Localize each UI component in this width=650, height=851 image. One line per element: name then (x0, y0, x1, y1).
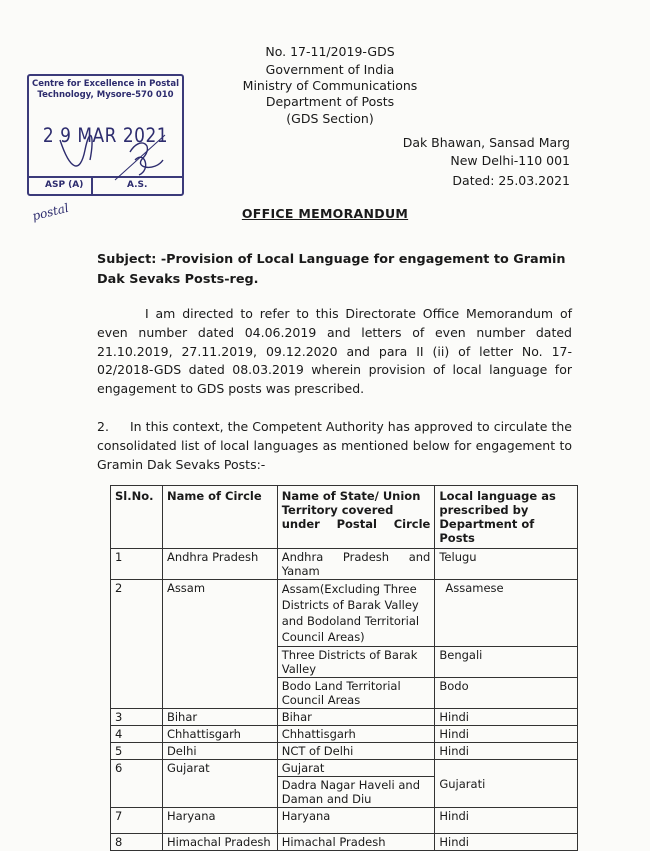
table-row (111, 580, 578, 647)
org-line-government: Government of India (265, 62, 395, 77)
table-row (111, 743, 578, 760)
cell-language: Hindi (435, 709, 578, 726)
cell-state: Andhra Pradesh and Yanam (277, 549, 435, 580)
cell-circle: Haryana (162, 808, 277, 834)
address-line-1: Dak Bhawan, Sansad Marg (402, 135, 570, 150)
cell-state: Three Districts of Barak Valley (277, 647, 435, 678)
cell-sl: 4 (111, 726, 163, 743)
cell-state: Bodo Land Territorial Council Areas (277, 678, 435, 709)
cell-state: Dadra Nagar Haveli and Daman and Diu (277, 777, 435, 808)
cell-state: Bihar (277, 709, 435, 726)
org-line-section: (GDS Section) (286, 111, 374, 126)
cell-sl: 7 (111, 808, 163, 834)
cell-circle: Himachal Pradesh (162, 834, 277, 851)
table-row (111, 808, 578, 834)
cell-sl: 6 (111, 760, 163, 808)
cell-sl: 2 (111, 580, 163, 709)
address-line-2: New Delhi-110 001 (450, 153, 570, 168)
reference-number: No. 17-11/2019-GDS (265, 44, 395, 59)
cell-state: NCT of Delhi (277, 743, 435, 760)
paragraph-2-number: 2. (97, 419, 109, 434)
table-row (111, 760, 578, 777)
header-state: Name of State/ Union Territory covered under Postal Circle (277, 486, 435, 549)
cell-circle: Bihar (162, 709, 277, 726)
cell-state: Assam(Excluding Three Districts of Barak Valley and Bodoland Territorial Council Areas) (277, 580, 435, 647)
header-circle: Name of Circle (162, 486, 277, 549)
cell-state: Chhattisgarh (277, 726, 435, 743)
local-language-table (110, 485, 578, 851)
cell-circle: Assam (162, 580, 277, 709)
cell-circle: Gujarat (162, 760, 277, 808)
paragraph-2 (97, 418, 572, 474)
cell-language: Hindi (435, 743, 578, 760)
cell-sl: 5 (111, 743, 163, 760)
cell-state: Himachal Pradesh (277, 834, 435, 851)
stamp-date: 2 9 MAR 2021 (42, 124, 169, 148)
table-row (111, 549, 578, 580)
cell-state: Gujarat (277, 760, 435, 777)
paragraph-2-text: In this context, the Competent Authority has approved to circulate the consolidated list of local languages as mentioned below for engagement to Gramin Dak Sevaks Posts:- (97, 419, 572, 472)
stamp-organization: Centre for Excellence in Postal Technology, Mysore-570 010 (32, 79, 179, 100)
header-sl-no: Sl.No. (111, 486, 163, 549)
cell-circle: Delhi (162, 743, 277, 760)
stamp-box-right: A.S. (127, 180, 148, 190)
cell-state: Haryana (277, 808, 435, 834)
paragraph-1: I am directed to refer to this Directorate Office Memorandum of even number dated 04.06.2019 and letters of even number dated 21.10.2019, 27.11.2019, 09.12.2020 and para II (ii) of letter No. 17-02/2018-GDS dated 08.03.2019 wherein provision of local language for engagement to GDS posts was prescribed. (97, 306, 572, 397)
header-language: Local language as prescribed by Department of Posts (435, 486, 578, 549)
subject-line: Subject: -Provision of Local Language for engagement to Gramin Dak Sevaks Posts-reg. (97, 252, 566, 287)
org-line-ministry: Ministry of Communications (242, 78, 418, 93)
cell-language: Gujarati (435, 760, 578, 808)
cell-language: Hindi (435, 834, 578, 851)
handwritten-signature (55, 130, 175, 185)
cell-language: Bodo (435, 678, 578, 709)
cell-circle: Chhattisgarh (162, 726, 277, 743)
memo-title: OFFICE MEMORANDUM (241, 206, 409, 221)
table-row (111, 709, 578, 726)
table-row (111, 834, 578, 851)
cell-sl: 1 (111, 549, 163, 580)
cell-language: Hindi (435, 808, 578, 834)
handwritten-note: postal (30, 200, 71, 224)
cell-language: Bengali (435, 647, 578, 678)
cell-sl: 3 (111, 709, 163, 726)
table-row (111, 726, 578, 743)
cell-language: Assamese (435, 580, 578, 647)
org-line-department: Department of Posts (265, 94, 395, 109)
table-header-row (111, 486, 578, 549)
document-date: Dated: 25.03.2021 (452, 173, 570, 188)
stamp-box-left: ASP (A) (45, 180, 84, 190)
cell-language: Telugu (435, 549, 578, 580)
cell-language: Hindi (435, 726, 578, 743)
cell-sl: 8 (111, 834, 163, 851)
cell-circle: Andhra Pradesh (162, 549, 277, 580)
